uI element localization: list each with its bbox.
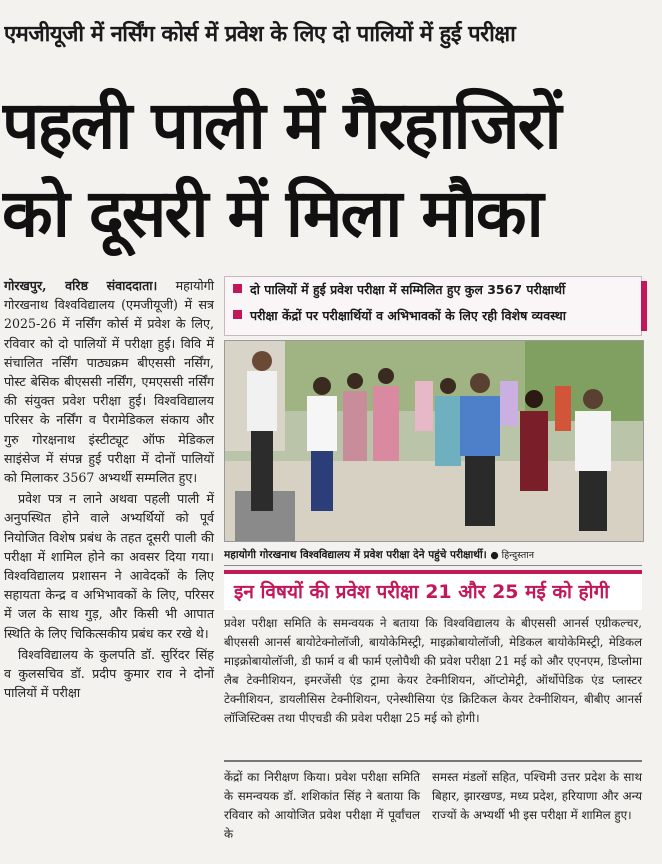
photo-caption bbox=[224, 545, 642, 566]
dateline: गोरखपुर, वरिष्ठ संवाददाता। bbox=[4, 278, 158, 293]
headline-line-1: पहली पाली में गैरहाजिरों bbox=[2, 87, 560, 164]
highlight-text: परीक्षा केंद्रों पर परीक्षार्थियों व अभिभावकों के लिए रही विशेष व्यवस्था bbox=[250, 308, 566, 323]
highlight-item bbox=[225, 303, 641, 329]
photo-illustration bbox=[225, 341, 643, 541]
headline-line-2: को दूसरी में मिला मौका bbox=[2, 175, 542, 252]
right-column bbox=[432, 768, 642, 825]
highlight-text: दो पालियों में हुई प्रवेश परीक्षा में सम्मिलित हुए कुल 3567 परीक्षार्थी bbox=[250, 282, 566, 297]
article-paragraph: विश्वविद्यालय के कुलपति डॉ. सुरिंदर सिंह व कुलसचिव डॉ. प्रदीप कुमार राव ने दोनों पालियों में परीक्षा bbox=[4, 646, 214, 701]
highlight-item bbox=[225, 277, 641, 303]
bullet-square-icon bbox=[233, 284, 242, 293]
news-photo bbox=[224, 340, 644, 542]
accent-bar bbox=[641, 281, 647, 331]
box-body bbox=[224, 614, 642, 728]
article-paragraph: प्रवेश पत्र न लाने अथवा पहली पाली में अनुपस्थित होने वाले अभ्यर्थियों को पूर्व नियोजित विशेष प्रबंध के तहत दूसरी पाली की परीक्षा में शामिल होने का अवसर दिया गया। विश्वविद्यालय प्रशासन ने आवेदकों के लिए सहायता केन्द्र व अभिभावकों के लिए, परिसर में जल के साथ गुड़, और किसी भी आपात स्थिति के लिए चिकित्सकीय प्रबंध कर रखे थे। bbox=[4, 491, 214, 641]
middle-column bbox=[224, 768, 420, 844]
caption-text: महायोगी गोरखनाथ विश्वविद्यालय में प्रवेश परीक्षा देने पहुंचे परीक्षार्थी। bbox=[224, 549, 487, 561]
highlights-box bbox=[224, 276, 642, 336]
box-paragraph: प्रवेश परीक्षा समिति के समन्वयक ने बताया कि विश्वविद्यालय के बीएससी आनर्स एग्रीकल्चर, बीएससी आनर्स बायोटेक्नोलॉजी, बायोकेमिस्ट्री, माइक्रोबायोलॉजी, मेडिकल बायोकेमिस्ट्री, मेडिकल माइक्रोबायोलॉजी, डी फार्म व बी फार्म एलोपैथी की प्रवेश परीक्षा 21 मई को और एएनएम, डिप्लोमा लैब टेक्नीशियन, इमरजेंसी एंड ट्रामा केयर टेक्नीशियन, ऑप्टोमेट्री, ऑर्थोपेडिक एंड प्लास्टर टेक्नीशियन, डायलीसिस टेक्नीशियन, एनेस्थीसिया एंड क्रिटिकल केयर टेक्नीशियन, बीबीए आनर्स लॉजिस्टिक्स तथा पीएचडी की प्रवेश परीक्षा 25 मई को होगी। bbox=[224, 616, 642, 725]
article-paragraph: केंद्रों का निरीक्षण किया। प्रवेश परीक्षा समिति के समन्वयक डॉ. शशिकांत सिंह ने बताया कि रविवार को आयोजित प्रवेश परीक्षा में पूर्वांचल के bbox=[224, 770, 420, 841]
paragraph-text: महायोगी गोरखनाथ विश्वविद्यालय (एमजीयूजी) में सत्र 2025-26 में नर्सिंग कोर्स में प्रवेश के लिए, रविवार को दो पालियों में परीक्षा हुई। विवि में संचालित नर्सिंग पाठ्यक्रम बीएससी नर्सिंग, पोस्ट बेसिक बीएससी नर्सिंग, एमएससी नर्सिंग की संयुक्त प्रवेश परीक्षा हुई। विश्वविद्यालय परिसर के नर्सिंग व पैरामेडिकल संकाय और गुरु गोरक्षनाथ इंस्टीट्यूट ऑफ मेडिकल साइंसेज में संपन्न हुई परीक्षा में दोनों पालियों को मिलाकर 3567 अभ्यर्थी सम्मलित हुए। bbox=[4, 278, 214, 486]
box-title: इन विषयों की प्रवेश परीक्षा 21 और 25 मई को होगी bbox=[224, 570, 642, 610]
kicker-headline: एमजीयूजी में नर्सिंग कोर्स में प्रवेश के लिए दो पालियों में हुई परीक्षा bbox=[4, 22, 516, 47]
photo-credit: ● हिन्दुस्तान bbox=[490, 550, 534, 561]
article-paragraph: समस्त मंडलों सहित, पश्चिमी उत्तर प्रदेश के साथ बिहार, झारखण्ड, मध्य प्रदेश, हरियाणा और अन्य राज्यों के अभ्यर्थी भी इस परीक्षा में शामिल हुए। bbox=[432, 770, 642, 822]
bullet-square-icon bbox=[233, 310, 242, 319]
left-column bbox=[4, 276, 214, 704]
article-paragraph bbox=[4, 276, 214, 487]
section-divider bbox=[224, 760, 642, 762]
